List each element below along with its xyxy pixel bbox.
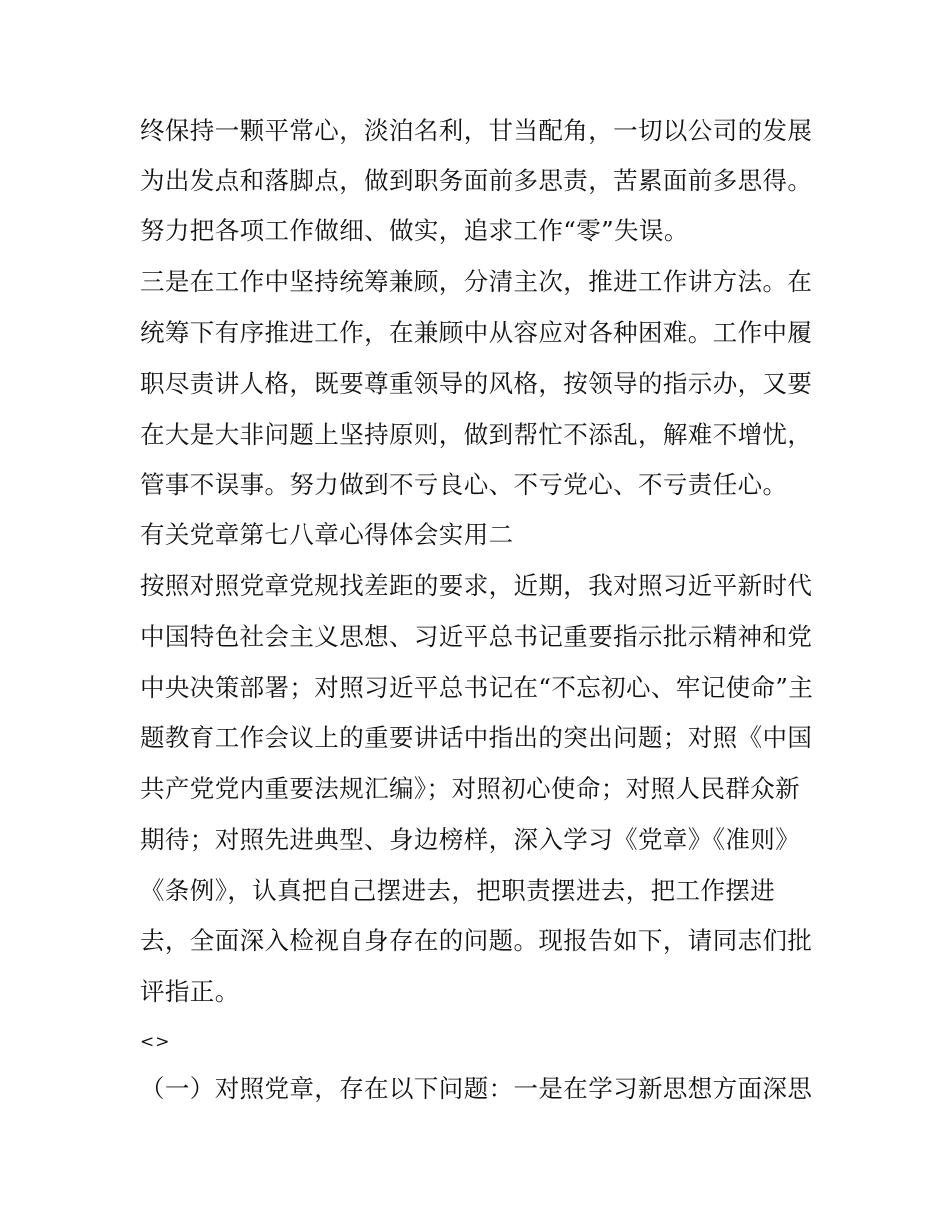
section-heading: 有关党章第七八章心得体会实用二 xyxy=(140,520,514,549)
text-line: 评指正。 xyxy=(140,977,240,1006)
text-line: 题教育工作会议上的重要讲话中指出的突出问题；对照《中国 xyxy=(140,723,813,752)
text-line: 中国特色社会主义思想、习近平总书记重要指示批示精神和党 xyxy=(140,622,813,651)
text-line: 期待；对照先进典型、身边榜样，深入学习《党章》《准则》 xyxy=(140,825,801,854)
text-line: 努力把各项工作做细、做实，追求工作“零”失误。 xyxy=(140,216,689,245)
text-line: 在大是大非问题上坚持原则，做到帮忙不添乱，解难不增忧， xyxy=(140,420,813,449)
text-line: 为出发点和落脚点，做到职务面前多思责，苦累面前多思得。 xyxy=(140,166,813,195)
text-line: 管事不误事。努力做到不亏良心、不亏党心、不亏责任心。 xyxy=(140,470,788,499)
text-line: 共产党党内重要法规汇编》；对照初心使命；对照人民群众新 xyxy=(140,774,801,803)
text-line: 三是在工作中坚持统筹兼顾，分清主次，推进工作讲方法。在 xyxy=(140,267,813,296)
text-line: 去，全面深入检视自身存在的问题。现报告如下，请同志们批 xyxy=(140,926,813,955)
text-line: 中央决策部署；对照习近平总书记在“不忘初心、牢记使命”主 xyxy=(140,673,814,702)
text-line: 统筹下有序推进工作，在兼顾中从容应对各种困难。工作中履 xyxy=(140,318,813,347)
text-line: （一）对照党章，存在以下问题：一是在学习新思想方面深思 xyxy=(140,1074,813,1103)
text-line: 终保持一颗平常心，淡泊名利，甘当配角，一切以公司的发展 xyxy=(140,116,813,145)
text-line: 职尽责讲人格，既要尊重领导的风格，按领导的指示办，又要 xyxy=(140,369,813,398)
placeholder-marker: <> xyxy=(140,1032,171,1052)
text-line: 按照对照党章党规找差距的要求，近期，我对照习近平新时代 xyxy=(140,571,813,600)
text-line: 《条例》，认真把自己摆进去，把职责摆进去，把工作摆进 xyxy=(140,876,776,905)
